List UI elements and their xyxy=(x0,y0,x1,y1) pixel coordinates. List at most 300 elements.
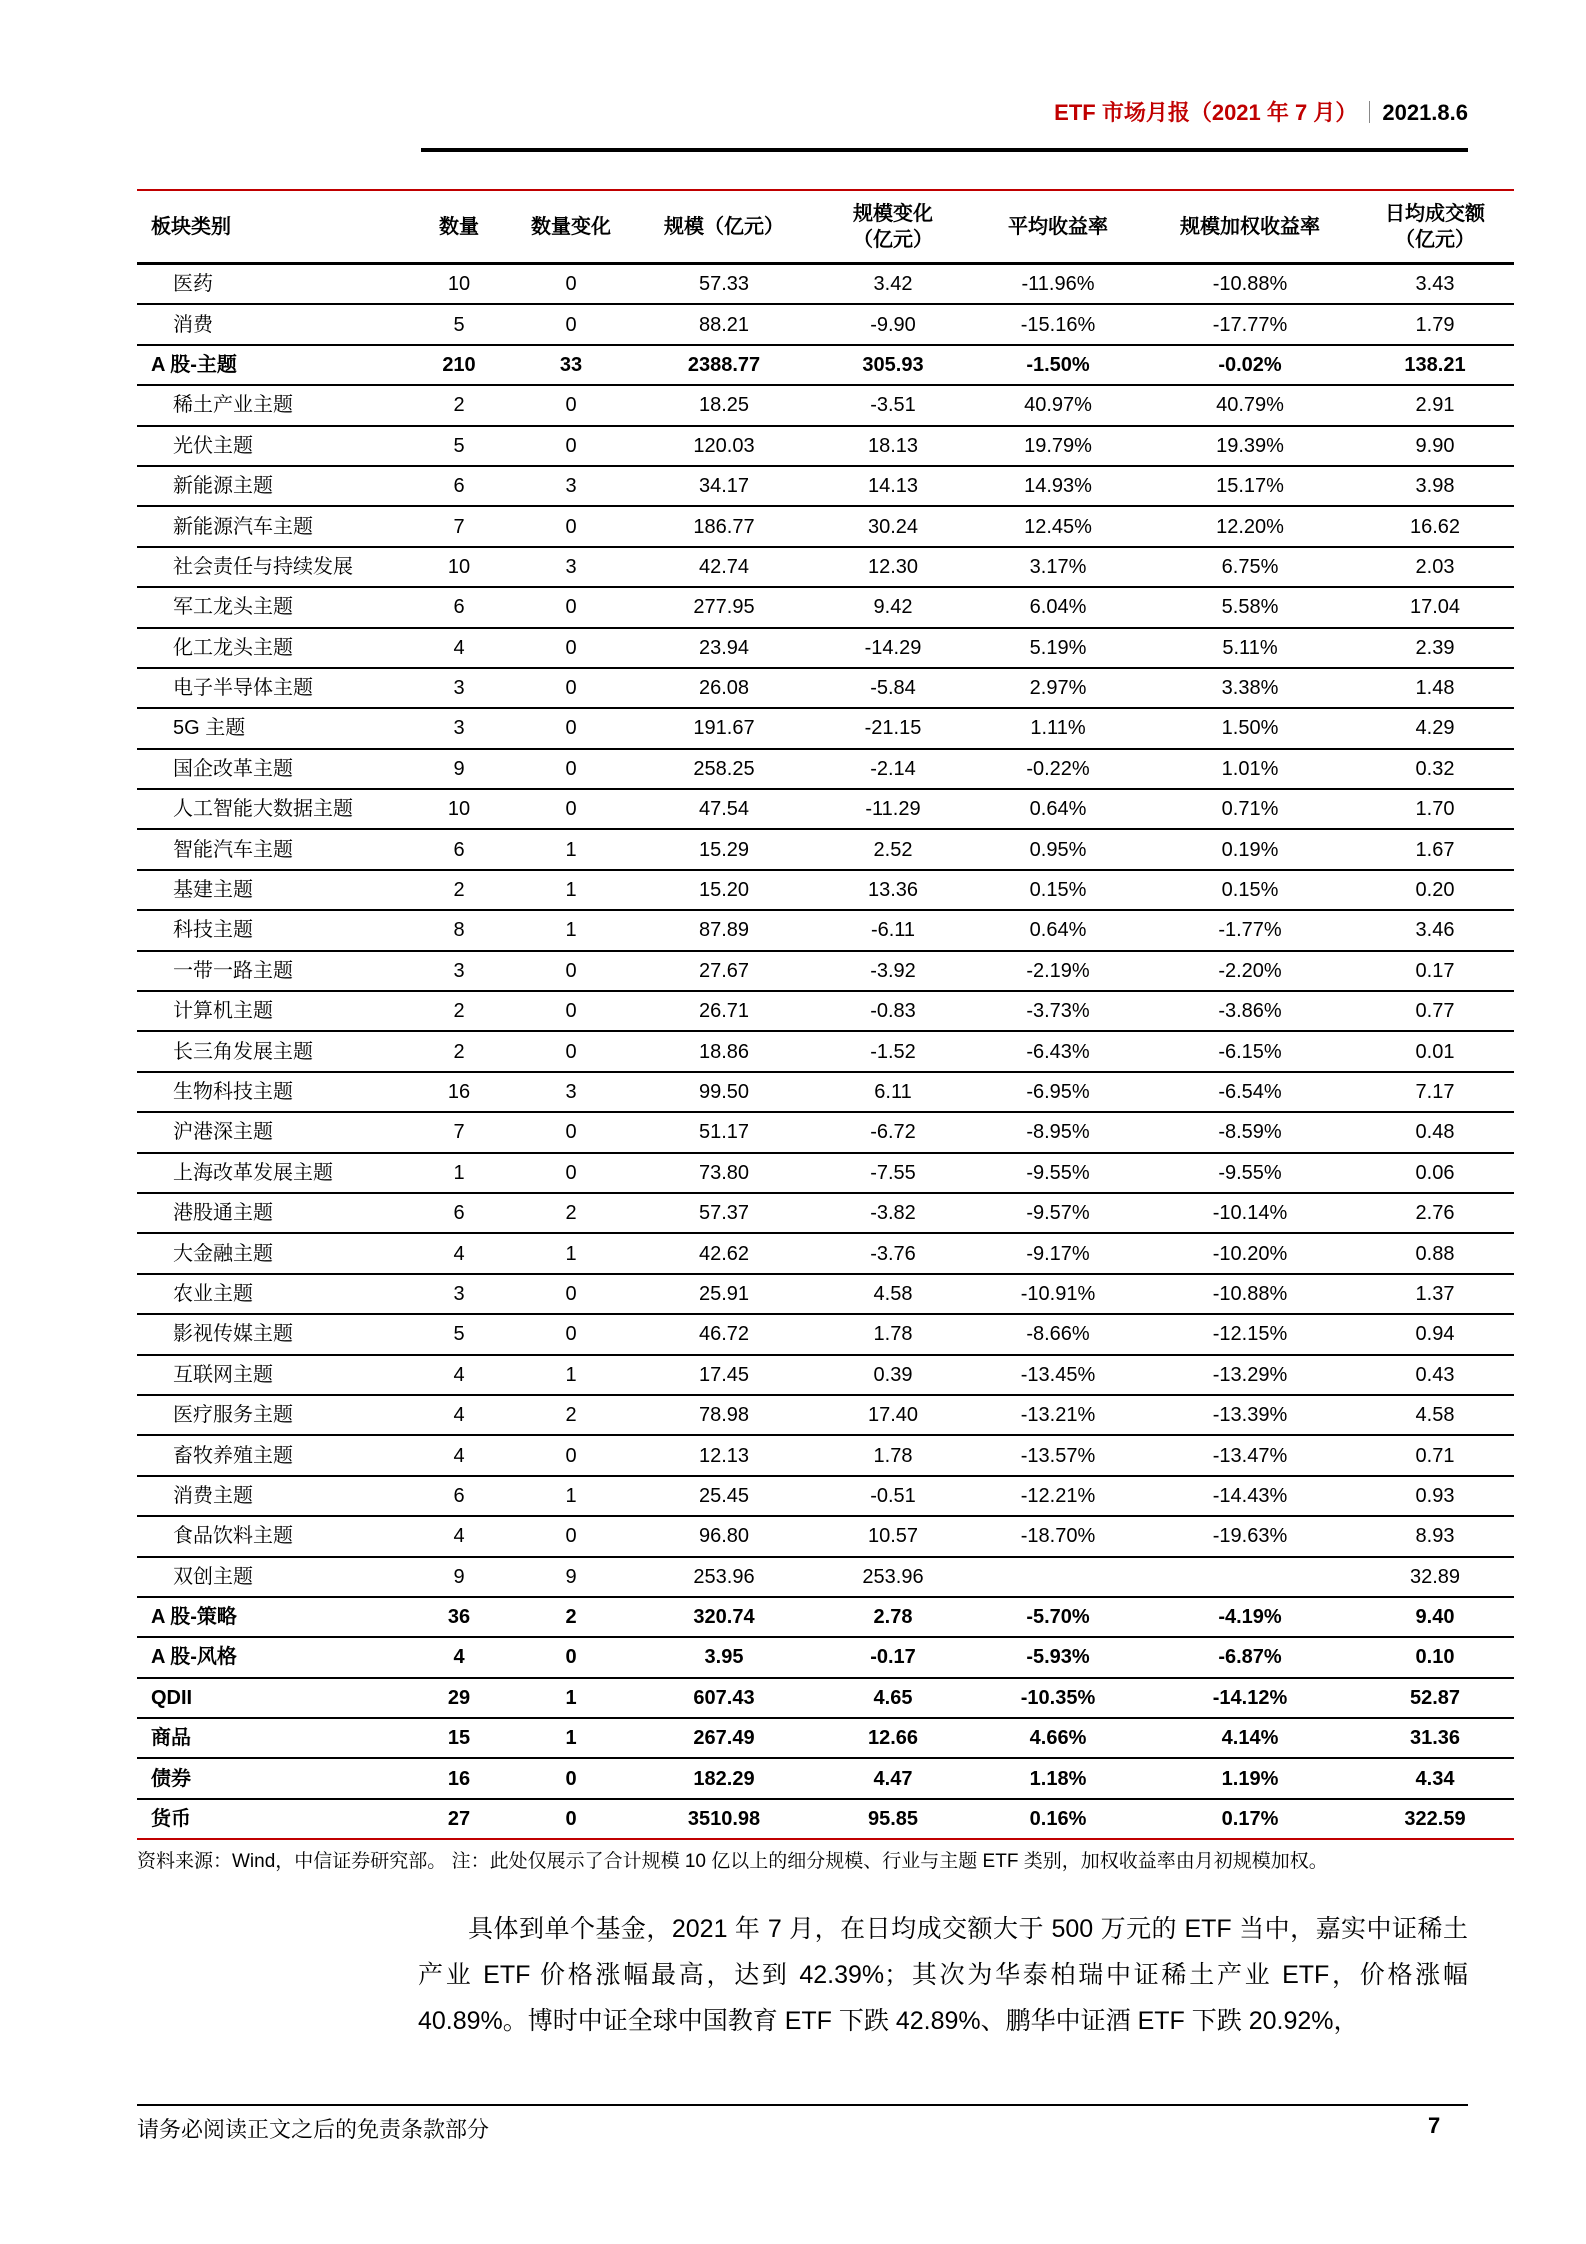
table-cell: 0.43 xyxy=(1415,1363,1455,1386)
row-label: 新能源汽车主题 xyxy=(173,515,313,538)
table-row xyxy=(137,629,1514,669)
table-cell: 1.78 xyxy=(873,1444,913,1467)
table-cell: -12.21% xyxy=(1020,1484,1096,1507)
category-row xyxy=(137,1759,1514,1799)
table-cell: 1.18% xyxy=(1029,1767,1087,1790)
table-cell: 5.19% xyxy=(1029,636,1087,659)
table-cell: 9 xyxy=(453,757,465,780)
row-label: 上海改革发展主题 xyxy=(173,1161,333,1184)
row-label: 一带一路主题 xyxy=(173,959,293,982)
table-cell: 10 xyxy=(447,555,471,578)
table-cell: 0 xyxy=(565,1525,577,1548)
body-text: 具体到单个基金，2021 年 7 月，在日均成交额大于 500 万元的 ETF 当中，嘉实中证稀土产业 ETF 价格涨幅最高，达到 42.39%；其次为华泰柏瑞中证稀土产业 ETF，价格涨幅 40.89%。博时中证全球中国教育 ETF 下跌 42.89%、鹏华中证酒 ETF 下跌 20.92%， xyxy=(418,1915,1468,2035)
table-cell: 3.43 xyxy=(1415,273,1455,296)
footer-rule xyxy=(137,2104,1468,2106)
table-cell: -6.95% xyxy=(1026,1081,1090,1103)
table-cell: -6.15% xyxy=(1218,1040,1282,1063)
row-label: 沪港深主题 xyxy=(173,1121,273,1144)
table-row xyxy=(137,467,1514,507)
table-cell: 7 xyxy=(453,1121,465,1144)
table-cell: 8.93 xyxy=(1415,1525,1455,1548)
table-cell: 2.78 xyxy=(873,1606,913,1629)
table-cell: 9 xyxy=(565,1565,577,1588)
table-cell: 1.67 xyxy=(1415,838,1455,861)
table-row xyxy=(137,911,1514,951)
table-cell: 4.58 xyxy=(1415,1404,1455,1427)
etf-category-table xyxy=(137,189,1514,1840)
table-cell: 210 xyxy=(442,353,476,376)
table-cell: -4.19% xyxy=(1218,1606,1282,1629)
table-cell: 1.70 xyxy=(1415,798,1455,821)
table-cell: 0.93 xyxy=(1415,1484,1455,1507)
table-cell: 34.17 xyxy=(698,475,750,498)
table-cell: 27.67 xyxy=(698,959,750,982)
table-cell: 1.50% xyxy=(1221,717,1279,740)
table-cell: 27 xyxy=(447,1808,471,1831)
table-cell: -9.17% xyxy=(1026,1242,1090,1265)
table-cell: 0 xyxy=(565,273,577,296)
table-cell: 88.21 xyxy=(698,313,750,336)
table-cell: -11.29 xyxy=(865,798,921,821)
table-cell: -3.92 xyxy=(870,959,916,982)
table-cell: 15.29 xyxy=(698,838,750,861)
table-cell: 0 xyxy=(565,757,577,780)
table-cell: 12.30 xyxy=(867,555,919,578)
table-cell: 26.08 xyxy=(698,677,750,700)
row-label: 计算机主题 xyxy=(173,1000,273,1023)
table-cell: 18.25 xyxy=(698,394,750,417)
table-cell: 14.13 xyxy=(867,475,919,498)
table-row xyxy=(137,1032,1514,1072)
table-cell: 253.96 xyxy=(862,1565,924,1588)
table-cell: 3 xyxy=(565,1081,577,1103)
table-cell: 18.13 xyxy=(867,434,919,457)
row-label: 稀土产业主题 xyxy=(173,394,293,417)
table-cell: 0.19% xyxy=(1221,838,1279,861)
column-header: 数量 xyxy=(439,215,479,238)
table-cell: -13.21% xyxy=(1020,1404,1096,1427)
row-label: 社会责任与持续发展 xyxy=(173,555,353,578)
row-label: A 股-风格 xyxy=(151,1646,237,1669)
table-cell: -15.16% xyxy=(1020,313,1096,336)
table-cell: -9.90 xyxy=(870,313,916,336)
table-cell: 6 xyxy=(453,838,465,861)
table-cell: 16.62 xyxy=(1409,515,1461,538)
table-row xyxy=(137,1073,1514,1113)
table-cell: 182.29 xyxy=(693,1767,755,1790)
table-cell: 0 xyxy=(565,1121,577,1144)
column-header: 板块类别 xyxy=(151,215,231,238)
table-cell: 18.86 xyxy=(698,1040,750,1063)
table-cell: 6 xyxy=(453,475,465,498)
column-header: 规模加权收益率 xyxy=(1180,215,1320,238)
table-cell: 12.20% xyxy=(1216,515,1284,538)
table-cell: 12.45% xyxy=(1024,515,1092,538)
table-cell: 99.50 xyxy=(698,1081,750,1103)
table-cell: 0.17 xyxy=(1415,959,1455,982)
table-cell: 253.96 xyxy=(693,1565,755,1588)
table-row xyxy=(137,1275,1514,1315)
row-label: 5G 主题 xyxy=(173,717,246,740)
table-cell: 607.43 xyxy=(693,1686,755,1709)
table-cell: 16 xyxy=(447,1081,471,1103)
table-row xyxy=(137,1315,1514,1355)
table-cell: 0 xyxy=(565,515,577,538)
table-cell: 9.90 xyxy=(1415,434,1455,457)
table-cell: 258.25 xyxy=(693,757,755,780)
table-cell: 9.42 xyxy=(873,596,913,619)
table-cell: 2.03 xyxy=(1415,555,1455,578)
table-cell: 4.47 xyxy=(873,1767,913,1790)
report-header xyxy=(1054,96,1468,127)
table-cell: 0.32 xyxy=(1415,757,1455,780)
table-cell: 0.77 xyxy=(1415,1000,1455,1023)
table-cell: 3 xyxy=(453,677,465,700)
table-cell: 0 xyxy=(565,1646,577,1669)
table-row xyxy=(137,1234,1514,1274)
table-cell: 36 xyxy=(447,1606,471,1629)
table-cell: 12.66 xyxy=(867,1727,919,1750)
table-cell: 9 xyxy=(453,1565,465,1588)
row-label: 新能源主题 xyxy=(173,475,273,498)
table-cell: -5.93% xyxy=(1026,1646,1090,1669)
table-cell: -6.54% xyxy=(1218,1081,1282,1103)
table-cell: 5.58% xyxy=(1221,596,1279,619)
table-cell: -13.29% xyxy=(1212,1363,1288,1386)
table-cell: -0.17 xyxy=(870,1646,916,1669)
table-row xyxy=(137,1558,1514,1598)
table-cell: 0 xyxy=(565,1000,577,1023)
table-cell: 1 xyxy=(565,1686,577,1709)
table-cell: 3 xyxy=(565,555,577,578)
table-cell: 15.20 xyxy=(698,879,750,902)
table-cell: 87.89 xyxy=(698,919,750,942)
table-cell: 95.85 xyxy=(867,1808,919,1831)
table-cell: 4 xyxy=(453,1646,465,1669)
table-row xyxy=(137,507,1514,547)
table-cell: 26.71 xyxy=(698,1000,750,1023)
table-cell: 3.42 xyxy=(873,273,913,296)
table-cell: 191.67 xyxy=(693,717,755,740)
table-row xyxy=(137,1477,1514,1517)
table-cell: 15.17% xyxy=(1216,475,1284,498)
row-label: 智能汽车主题 xyxy=(173,838,293,861)
table-cell: 1 xyxy=(565,1363,577,1386)
table-cell: 3 xyxy=(453,1282,465,1305)
table-cell: 6 xyxy=(453,1202,465,1225)
row-label: 畜牧养殖主题 xyxy=(173,1444,293,1467)
table-cell: 3510.98 xyxy=(687,1808,761,1831)
table-cell: 5 xyxy=(453,313,465,336)
table-cell: 47.54 xyxy=(698,798,750,821)
table-cell: 320.74 xyxy=(693,1606,755,1629)
table-cell: -1.52 xyxy=(870,1040,916,1063)
column-header: 日均成交额 （亿元） xyxy=(1385,202,1485,251)
table-row xyxy=(137,871,1514,911)
table-cell: 2 xyxy=(453,879,465,902)
table-cell: -10.20% xyxy=(1212,1242,1288,1265)
category-row xyxy=(137,1800,1514,1838)
table-row xyxy=(137,305,1514,345)
table-cell: 12.13 xyxy=(698,1444,750,1467)
table-cell: 6 xyxy=(453,1484,465,1507)
table-cell: 4 xyxy=(453,1404,465,1427)
table-row xyxy=(137,709,1514,749)
row-label: 人工智能大数据主题 xyxy=(173,798,353,821)
table-cell: 1 xyxy=(565,1484,577,1507)
table-cell: 3.38% xyxy=(1221,677,1279,700)
row-label: 债券 xyxy=(151,1767,191,1790)
table-cell: 2.39 xyxy=(1415,636,1455,659)
table-row xyxy=(137,1517,1514,1557)
table-cell: 4 xyxy=(453,1444,465,1467)
table-cell: 0 xyxy=(565,959,577,982)
table-cell: 0 xyxy=(565,717,577,740)
table-row xyxy=(137,427,1514,467)
table-cell: -13.57% xyxy=(1020,1444,1096,1467)
table-row xyxy=(137,1396,1514,1436)
table-cell: 32.89 xyxy=(1409,1565,1461,1588)
table-cell: 0.64% xyxy=(1029,919,1087,942)
row-label: 食品饮料主题 xyxy=(173,1525,293,1548)
table-cell: 3 xyxy=(453,717,465,740)
table-cell: 40.97% xyxy=(1024,394,1092,417)
table-cell: 1.78 xyxy=(873,1323,913,1346)
table-cell: 17.04 xyxy=(1409,596,1461,619)
table-cell: 5 xyxy=(453,434,465,457)
table-row xyxy=(137,830,1514,870)
row-label: 影视传媒主题 xyxy=(173,1323,293,1346)
table-cell: 17.45 xyxy=(698,1363,750,1386)
table-cell: 23.94 xyxy=(698,636,750,659)
table-cell: 25.91 xyxy=(698,1282,750,1305)
table-cell: 0.16% xyxy=(1029,1808,1087,1831)
table-cell: -1.50% xyxy=(1026,353,1090,376)
table-cell: 52.87 xyxy=(1409,1686,1461,1709)
table-cell: 1.01% xyxy=(1221,757,1279,780)
table-cell: -2.14 xyxy=(870,757,916,780)
table-cell: 0.71 xyxy=(1415,1444,1455,1467)
table-cell: -6.87% xyxy=(1218,1646,1282,1669)
table-cell: 2 xyxy=(453,394,465,417)
row-label: 消费主题 xyxy=(173,1484,253,1507)
table-cell: 9.40 xyxy=(1415,1606,1455,1629)
table-cell: -2.20% xyxy=(1218,959,1282,982)
table-cell: -13.47% xyxy=(1212,1444,1288,1467)
table-cell: 6.11 xyxy=(874,1081,912,1103)
report-title: ETF 市场月报（2021 年 7 月） xyxy=(1054,100,1358,125)
table-cell: -10.88% xyxy=(1212,1282,1288,1305)
table-cell: 0.39 xyxy=(873,1363,913,1386)
table-cell: -0.83 xyxy=(870,1000,916,1023)
table-cell: -19.63% xyxy=(1212,1525,1288,1548)
table-cell: -8.66% xyxy=(1026,1323,1090,1346)
table-cell: 1 xyxy=(565,1727,577,1750)
table-row xyxy=(137,1436,1514,1476)
table-cell: -3.82 xyxy=(870,1202,916,1225)
header-divider xyxy=(1369,101,1370,123)
table-cell: 0 xyxy=(565,1161,577,1184)
table-cell: -17.77% xyxy=(1212,313,1288,336)
table-cell: 2.91 xyxy=(1415,394,1455,417)
table-cell: 1 xyxy=(565,1242,577,1265)
table-cell: -9.55% xyxy=(1218,1161,1282,1184)
table-row xyxy=(137,1154,1514,1194)
table-cell: 0 xyxy=(565,1767,577,1790)
category-row xyxy=(137,346,1514,386)
table-cell: 2388.77 xyxy=(687,353,761,376)
table-cell: 0.48 xyxy=(1415,1121,1455,1144)
footer-disclaimer: 请务必阅读正文之后的免责条款部分 xyxy=(137,2117,490,2142)
row-label: 农业主题 xyxy=(173,1282,253,1305)
column-header: 数量变化 xyxy=(531,215,611,238)
column-header: 规模变化 （亿元） xyxy=(853,202,933,251)
table-cell: 4.65 xyxy=(873,1686,913,1709)
table-source-note: 资料来源：Wind，中信证券研究部。 注：此处仅展示了合计规模 10 亿以上的细分规模、行业与主题 ETF 类别，加权收益率由月初规模加权。 xyxy=(137,1851,1328,1872)
table-cell: -8.95% xyxy=(1026,1121,1090,1144)
table-cell: 3 xyxy=(565,475,577,498)
table-cell: 30.24 xyxy=(867,515,919,538)
row-label: 货币 xyxy=(151,1808,191,1831)
row-label: A 股-主题 xyxy=(151,353,237,376)
table-cell: 0.15% xyxy=(1221,879,1279,902)
table-cell: 0 xyxy=(565,1323,577,1346)
row-label: 互联网主题 xyxy=(173,1363,273,1386)
table-cell: 5.11% xyxy=(1222,636,1278,659)
table-cell: 0.95% xyxy=(1029,838,1087,861)
table-cell: -10.88% xyxy=(1212,273,1288,296)
table-cell: 2.52 xyxy=(873,838,913,861)
table-cell: -3.86% xyxy=(1218,1000,1282,1023)
table-row xyxy=(137,992,1514,1032)
category-row xyxy=(137,1598,1514,1638)
table-cell: 7 xyxy=(453,515,465,538)
table-cell: -0.51 xyxy=(870,1484,916,1507)
table-cell: 3.46 xyxy=(1415,919,1455,942)
table-cell: 1.11% xyxy=(1030,717,1086,740)
table-cell: 42.74 xyxy=(698,555,750,578)
table-row xyxy=(137,669,1514,709)
table-cell: -21.15 xyxy=(864,717,922,740)
row-label: 生物科技主题 xyxy=(173,1081,293,1103)
table-cell: 4.29 xyxy=(1415,717,1455,740)
table-cell: 46.72 xyxy=(698,1323,750,1346)
table-cell: 33 xyxy=(559,353,583,376)
row-label: 国企改革主题 xyxy=(173,757,293,780)
category-row xyxy=(137,1719,1514,1759)
row-label: 医疗服务主题 xyxy=(173,1404,293,1427)
header-rule xyxy=(421,148,1468,152)
table-cell: 15 xyxy=(447,1727,471,1750)
table-row xyxy=(137,386,1514,426)
table-cell: 3 xyxy=(453,959,465,982)
table-cell: 10.57 xyxy=(867,1525,919,1548)
table-cell: 10 xyxy=(447,798,471,821)
table-cell: 138.21 xyxy=(1404,353,1466,376)
row-label: A 股-策略 xyxy=(151,1606,237,1629)
table-cell: 0.15% xyxy=(1029,879,1087,902)
column-header: 平均收益率 xyxy=(1008,215,1108,238)
table-cell: 4 xyxy=(453,1242,465,1265)
table-cell: 2 xyxy=(453,1000,465,1023)
table-row xyxy=(137,790,1514,830)
table-cell: 120.03 xyxy=(693,434,755,457)
table-cell: 16 xyxy=(447,1767,471,1790)
row-label: 基建主题 xyxy=(173,879,253,902)
table-row xyxy=(137,588,1514,628)
row-label: QDII xyxy=(151,1686,193,1709)
table-cell: 4 xyxy=(453,1525,465,1548)
table-cell: 57.33 xyxy=(698,273,750,296)
table-row xyxy=(137,750,1514,790)
table-row xyxy=(137,548,1514,588)
table-cell: 322.59 xyxy=(1404,1808,1466,1831)
table-cell: 13.36 xyxy=(867,879,919,902)
table-cell: -3.73% xyxy=(1026,1000,1090,1023)
table-cell: -11.96% xyxy=(1021,273,1095,296)
row-label: 科技主题 xyxy=(173,919,253,942)
table-cell: 1 xyxy=(565,838,577,861)
table-cell: 4.14% xyxy=(1221,1727,1279,1750)
table-cell: -14.12% xyxy=(1212,1686,1288,1709)
table-cell: 3.17% xyxy=(1029,555,1087,578)
row-label: 大金融主题 xyxy=(173,1242,273,1265)
table-cell: 0 xyxy=(565,1282,577,1305)
table-cell: 0 xyxy=(565,1040,577,1063)
table-cell: -1.77% xyxy=(1218,919,1282,942)
table-cell: 0.20 xyxy=(1415,879,1455,902)
table-cell: 57.37 xyxy=(698,1202,750,1225)
table-cell: -7.55 xyxy=(870,1161,916,1184)
table-cell: -10.35% xyxy=(1020,1686,1096,1709)
table-cell: 305.93 xyxy=(862,353,924,376)
table-cell: 4.34 xyxy=(1415,1767,1455,1790)
table-cell: 0 xyxy=(565,798,577,821)
table-cell: -9.57% xyxy=(1026,1202,1090,1225)
body-paragraph xyxy=(418,1906,1468,2044)
row-label: 电子半导体主题 xyxy=(173,677,313,700)
table-cell: 78.98 xyxy=(698,1404,750,1427)
table-cell: -14.43% xyxy=(1212,1484,1288,1507)
table-cell: 0.94 xyxy=(1415,1323,1455,1346)
table-row xyxy=(137,265,1514,305)
table-cell: 42.62 xyxy=(698,1242,750,1265)
row-label: 港股通主题 xyxy=(173,1202,273,1225)
table-cell: 0 xyxy=(565,1808,577,1831)
table-cell: 2 xyxy=(565,1606,577,1629)
row-label: 化工龙头主题 xyxy=(173,636,293,659)
table-cell: -3.51 xyxy=(870,394,916,417)
table-cell: 277.95 xyxy=(693,596,755,619)
table-cell: 29 xyxy=(447,1686,471,1709)
table-cell: -6.72 xyxy=(870,1121,916,1144)
table-cell: 17.40 xyxy=(867,1404,919,1427)
table-cell: 4 xyxy=(453,636,465,659)
table-cell: 0.01 xyxy=(1415,1040,1455,1063)
table-cell: 3.95 xyxy=(704,1646,744,1669)
table-cell: 0.71% xyxy=(1221,798,1279,821)
table-cell: 3.98 xyxy=(1415,475,1455,498)
table-cell: -6.11 xyxy=(870,919,916,942)
table-header-row xyxy=(137,191,1514,265)
table-cell: 0 xyxy=(565,394,577,417)
table-cell: 40.79% xyxy=(1216,394,1284,417)
table-cell: 6.75% xyxy=(1221,555,1279,578)
table-cell: 4 xyxy=(453,1363,465,1386)
column-header: 规模（亿元） xyxy=(664,215,784,238)
row-label: 长三角发展主题 xyxy=(173,1040,313,1063)
table-cell: 1.48 xyxy=(1415,677,1455,700)
